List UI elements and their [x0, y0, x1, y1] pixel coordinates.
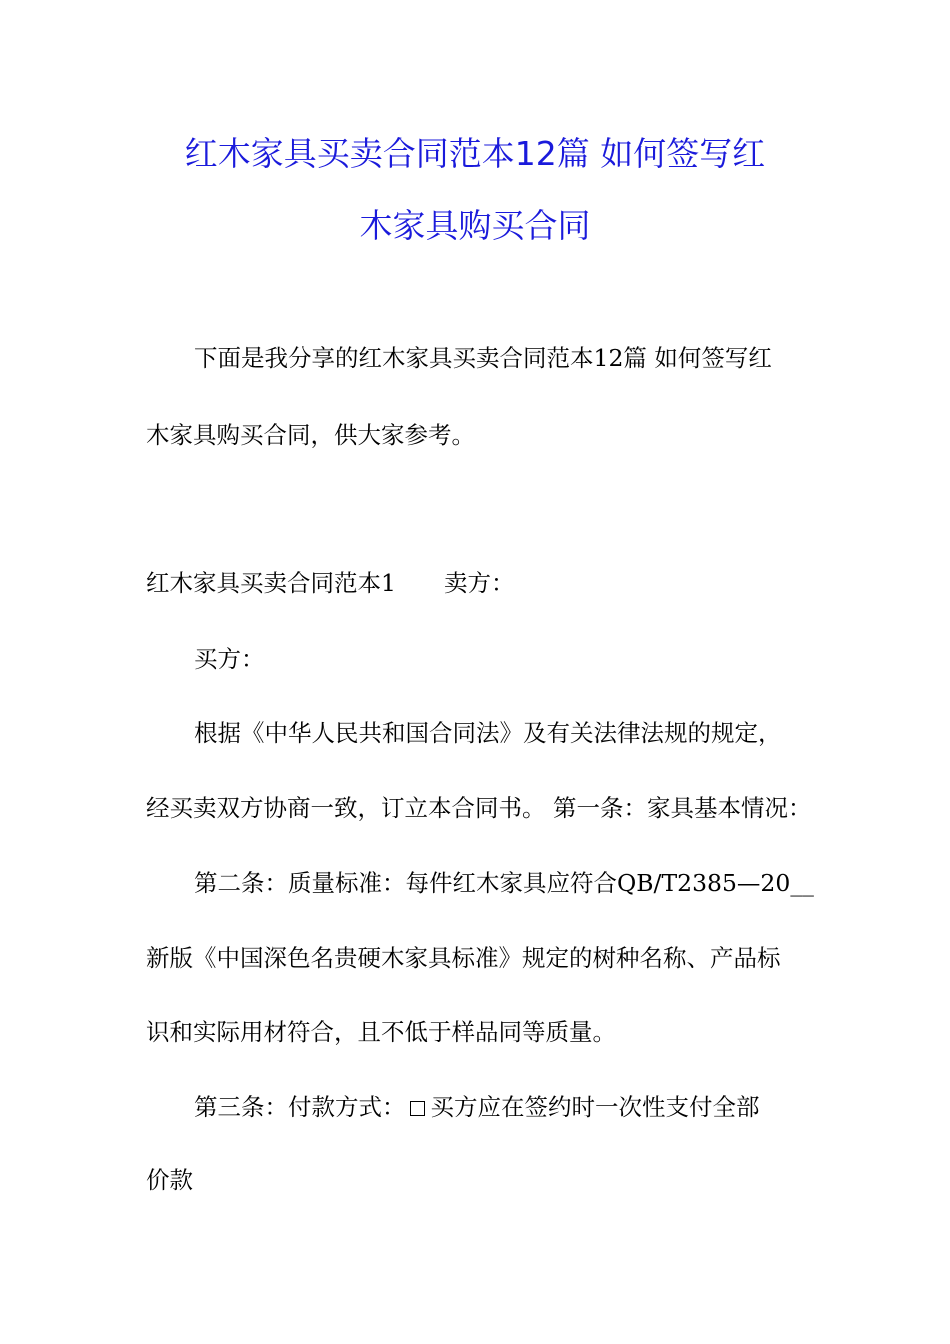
article-2-line-2: 新版《中国深色名贵硬木家具标准》规定的树种名称、产品标 [146, 944, 781, 972]
buyer-label: 买方： [194, 645, 265, 673]
article-3-row [194, 1092, 760, 1122]
article-3-label: 第三条：付款方式： [194, 1093, 406, 1121]
intro-line-1: 下面是我分享的红木家具买卖合同范本12篇 如何签写红 [194, 344, 772, 372]
preamble-line-2: 经买卖双方协商一致，订立本合同书。 第一条：家具基本情况： [146, 794, 812, 822]
payment-option-1-continued: 价款 [146, 1166, 193, 1194]
article-3-preceding-line: 识和实际用材符合，且不低于样品同等质量。 [146, 1018, 616, 1046]
section-1-heading-row [146, 568, 514, 598]
preamble-line-1: 根据《中华人民共和国合同法》及有关法律法规的规定， [194, 719, 782, 747]
article-2-line-1: 第二条：质量标准：每件红木家具应符合QB/T2385—20__ [194, 869, 814, 897]
payment-option-1: 买方应在签约时一次性支付全部 [430, 1093, 760, 1121]
seller-label: 卖方： [443, 569, 515, 597]
section-1-heading: 红木家具买卖合同范本1 [146, 569, 396, 597]
document-title-line-1: 红木家具买卖合同范本12篇 如何签写红 [184, 134, 766, 173]
document-title-line-2: 木家具购买合同 [359, 206, 591, 245]
intro-line-2: 木家具购买合同，供大家参考。 [146, 421, 475, 449]
payment-option-checkbox[interactable] [410, 1101, 425, 1116]
